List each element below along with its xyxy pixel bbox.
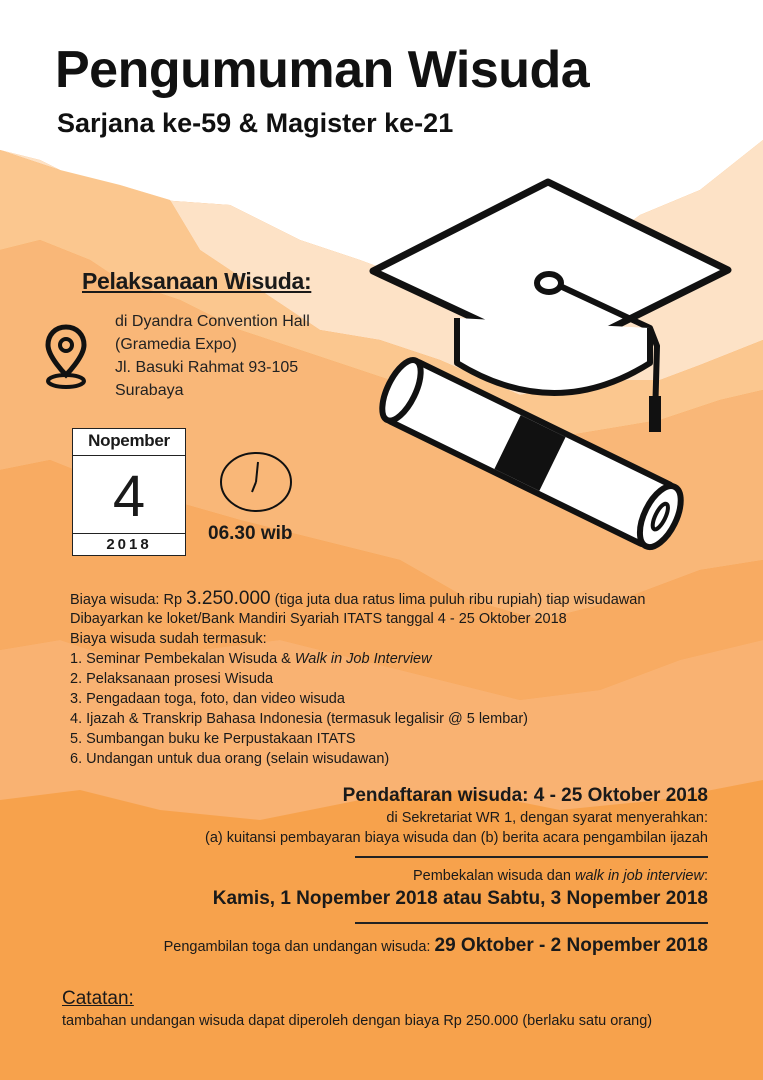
divider: [355, 922, 708, 924]
fee-suffix: (tiga juta dua ratus lima puluh ribu rupiah) tiap wisudawan: [270, 592, 646, 608]
calendar-divider: [73, 533, 185, 534]
fee-line: [70, 588, 645, 610]
note-heading: Catatan:: [62, 988, 134, 1009]
registration-line-1: di Sekretariat WR 1, dengan syarat menyerahkan:: [386, 810, 708, 826]
note-text: tambahan undangan wisuda dapat diperoleh dengan biaya Rp 250.000 (berlaku satu orang): [62, 1013, 653, 1029]
list-item: 6. Undangan untuk dua orang (selain wisudawan): [70, 751, 390, 767]
list-item: [70, 651, 432, 667]
venue-heading: Pelaksanaan Wisuda:: [82, 268, 312, 294]
pickup-dates: 29 Oktober - 2 Nopember 2018: [434, 935, 708, 956]
venue-line-4: Surabaya: [115, 382, 184, 399]
briefing-label-italic: walk in job interview: [575, 868, 704, 884]
venue-line-3: Jl. Basuki Rahmat 93-105: [115, 359, 299, 376]
payment-info: Dibayarkan ke loket/Bank Mandiri Syariah ITATS tanggal 4 - 25 Oktober 2018: [70, 611, 567, 627]
briefing-label: [413, 868, 708, 884]
registration-line-2: (a) kuitansi pembayaran biaya wisuda dan (b) berita acara pengambilan ijazah: [205, 830, 708, 846]
fee-amount: 3.250.000: [186, 588, 271, 609]
location-pin-icon: [44, 323, 88, 391]
list-item-italic: Walk in Job Interview: [294, 651, 432, 667]
list-item: 3. Pengadaan toga, foto, dan video wisuda: [70, 691, 345, 707]
calendar-month: Nopember: [88, 431, 170, 450]
pickup-label: Pengambilan toga dan undangan wisuda:: [163, 939, 435, 955]
page-title: Pengumuman Wisuda: [55, 41, 590, 99]
pickup-line: [164, 935, 708, 957]
briefing-label-text: Pembekalan wisuda dan: [412, 868, 576, 884]
page-subtitle: Sarjana ke-59 & Magister ke-21: [57, 108, 454, 138]
venue-line-2: (Gramedia Expo): [115, 336, 237, 353]
list-item: 2. Pelaksanaan prosesi Wisuda: [70, 671, 274, 687]
venue-line-1: di Dyandra Convention Hall: [115, 313, 310, 330]
briefing-dates: Kamis, 1 Nopember 2018 atau Sabtu, 3 Nopember 2018: [212, 888, 708, 909]
briefing-label-end: :: [703, 868, 708, 884]
fee-prefix: Biaya wisuda: Rp: [70, 592, 187, 608]
divider: [355, 856, 708, 858]
ceremony-time: 06.30 wib: [208, 523, 293, 544]
calendar-day: 4: [112, 464, 146, 529]
registration-heading: Pendaftaran wisuda: 4 - 25 Oktober 2018: [342, 785, 708, 806]
includes-heading: Biaya wisuda sudah termasuk:: [70, 631, 267, 647]
calendar-year: 2018: [106, 536, 152, 553]
list-item: 5. Sumbangan buku ke Perpustakaan ITATS: [70, 731, 356, 747]
graduation-cap-diploma-icon: [365, 178, 745, 558]
list-item-text: 1. Seminar Pembekalan Wisuda &: [70, 651, 295, 667]
calendar-divider: [73, 455, 185, 456]
clock-icon: [217, 450, 295, 514]
list-item: 4. Ijazah & Transkrip Bahasa Indonesia (termasuk legalisir @ 5 lembar): [70, 711, 528, 727]
date-calendar: [72, 428, 186, 556]
